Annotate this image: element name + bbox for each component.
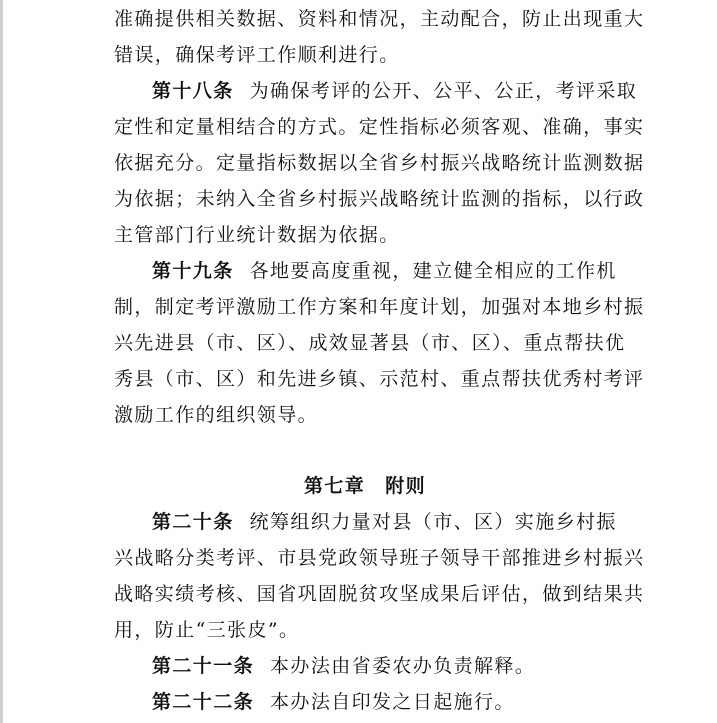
chapter-title: 第七章	[304, 475, 366, 497]
text-line: 定性和定量相结合的方式。定性指标必须客观、准确，事实	[114, 116, 645, 138]
article-20-line: 第二十条 统筹组织力量对县（市、区）实施乡村振	[152, 511, 617, 533]
text-line: 主管部门行业统计数据为依据。	[114, 224, 400, 246]
text-line: 制，制定考评激励工作方案和年度计划，加强对本地乡村振	[114, 296, 645, 318]
article-20-label: 第二十条	[152, 511, 234, 533]
chapter-heading	[304, 475, 426, 497]
text-line: 秀县（市、区）和先进乡镇、示范村、重点帮扶优秀村考评	[114, 368, 645, 390]
text-line: 激励工作的组织领导。	[114, 404, 319, 426]
text-line: 兴先进县（市、区）、成效显著县（市、区）、重点帮扶优	[114, 332, 626, 354]
text-line: 战略实绩考核、国省巩固脱贫攻坚成果后评估，做到结果共	[114, 583, 645, 605]
article-22-label: 第二十二条	[152, 691, 255, 713]
article-18-label: 第十八条	[152, 80, 234, 102]
article-19-line: 第十九条 各地要高度重视，建立健全相应的工作机	[152, 260, 617, 282]
text-line: 错误，确保考评工作顺利进行。	[114, 44, 400, 66]
text-line: 依据充分。定量指标数据以全省乡村振兴战略统计监测数据	[114, 152, 645, 174]
text-line: 兴战略分类考评、市县党政领导班子领导干部推进乡村振兴	[114, 547, 645, 569]
page-edge	[0, 0, 3, 723]
text-line: 为依据；未纳入全省乡村振兴战略统计监测的指标，以行政	[114, 188, 645, 210]
article-18-line: 第十八条 为确保考评的公开、公平、公正，考评采取	[152, 80, 638, 102]
article-21-line: 第二十一条 本办法由省委农办负责解释。	[152, 655, 536, 677]
text-line: 用，防止“三张皮”。	[114, 619, 300, 641]
article-19-label: 第十九条	[152, 260, 234, 282]
chapter-subtitle: 附则	[385, 475, 427, 497]
text-line: 准确提供相关数据、资料和情况，主动配合，防止出现重大	[114, 8, 645, 30]
article-22-line: 第二十二条 本办法自印发之日起施行。	[152, 691, 515, 713]
article-21-label: 第二十一条	[152, 655, 255, 677]
